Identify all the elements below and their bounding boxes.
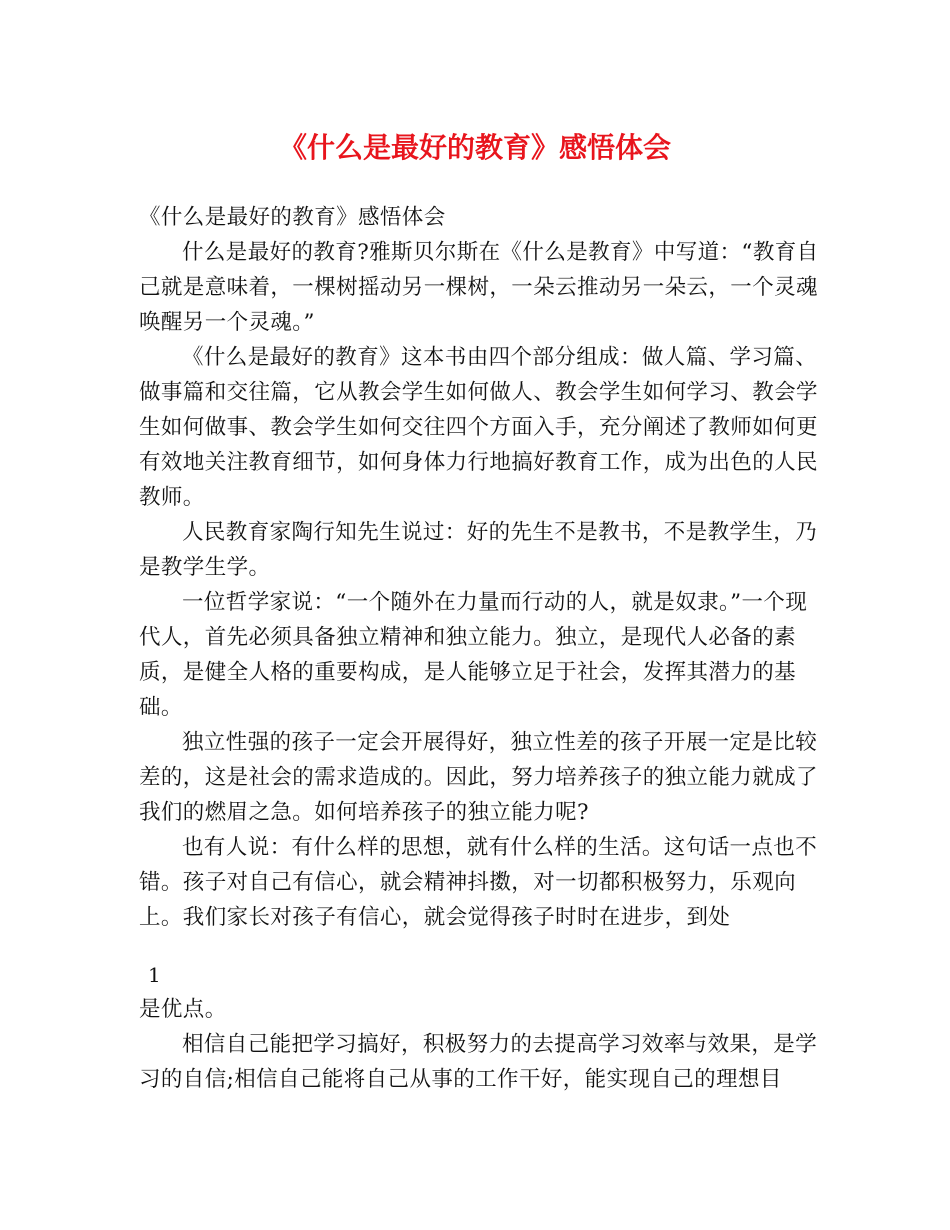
paragraph-continued-1: 是优点。 bbox=[139, 997, 227, 1022]
paragraph-3: 人民教育家陶行知先生说过：好的先生不是教书，不是教学生，乃是教学生学。 bbox=[139, 520, 818, 580]
paragraph-continued-2: 相信自己能把学习搞好，积极努力的去提高学习效率与效果，是学习的自信;相信自己能将自己从事的工作干好，能实现自己的理想目 bbox=[139, 1032, 818, 1092]
document-subtitle: 《什么是最好的教育》感悟体会 bbox=[139, 205, 446, 230]
paragraph-2: 《什么是最好的教育》这本书由四个部分组成：做人篇、学习篇、做事篇和交往篇，它从教会学生如何做人、教会学生如何学习、教会学生如何做事、教会学生如何交往四个方面入手，充分阐述了教师如何更有效地关注教育细节，如何身体力行地搞好教育工作，成为出色的人民教师。 bbox=[139, 345, 818, 510]
page-number: 1 bbox=[148, 963, 161, 987]
paragraph-1: 什么是最好的教育?雅斯贝尔斯在《什么是教育》中写道：“教育自己就是意味着，一棵树摇动另一棵树，一朵云推动另一朵云，一个灵魂唤醒另一个灵魂。” bbox=[139, 240, 819, 335]
document-title: 《什么是最好的教育》感悟体会 bbox=[278, 131, 671, 164]
paragraph-4: 一位哲学家说：“一个随外在力量而行动的人，就是奴隶。”一个现代人，首先必须具备独立精神和独立能力。独立，是现代人必备的素质，是健全人格的重要构成，是人能够立足于社会，发挥其潜力的基础。 bbox=[139, 590, 808, 720]
document-body-continued bbox=[139, 992, 819, 1097]
paragraph-5: 独立性强的孩子一定会开展得好，独立性差的孩子开展一定是比较差的，这是社会的需求造成的。因此，努力培养孩子的独立能力就成了我们的燃眉之急。如何培养孩子的独立能力呢? bbox=[139, 730, 818, 825]
paragraph-6: 也有人说：有什么样的思想，就有什么样的生活。这句话一点也不错。孩子对自己有信心，就会精神抖擞，对一切都积极努力，乐观向上。我们家长对孩子有信心，就会觉得孩子时时在进步，到处 bbox=[139, 835, 818, 930]
document-body bbox=[139, 200, 819, 935]
